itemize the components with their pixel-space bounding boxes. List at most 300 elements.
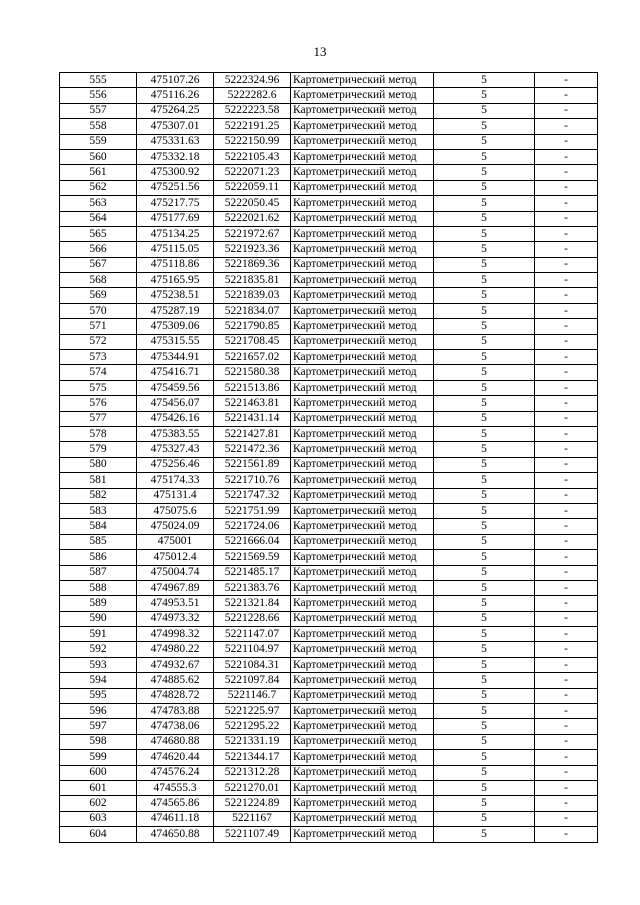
y-coordinate-cell: 5221972.67 — [214, 226, 291, 241]
method-cell: Картометрический метод — [291, 642, 434, 657]
accuracy-cell: 5 — [434, 473, 535, 488]
y-coordinate-cell: 5221104.97 — [214, 642, 291, 657]
method-cell: Картометрический метод — [291, 196, 434, 211]
x-coordinate-cell: 474783.88 — [137, 704, 214, 719]
accuracy-cell: 5 — [434, 165, 535, 180]
y-coordinate-cell: 5221427.81 — [214, 426, 291, 441]
method-cell: Картометрический метод — [291, 257, 434, 272]
table-row — [60, 519, 598, 534]
method-cell: Картометрический метод — [291, 565, 434, 580]
accuracy-cell: 5 — [434, 350, 535, 365]
accuracy-cell: 5 — [434, 273, 535, 288]
table-row — [60, 319, 598, 334]
table-row — [60, 134, 598, 149]
x-coordinate-cell: 474620.44 — [137, 750, 214, 765]
point-number-cell: 558 — [60, 119, 137, 134]
table-row — [60, 811, 598, 826]
description-cell: - — [535, 365, 598, 380]
table-row — [60, 503, 598, 518]
table-row — [60, 796, 598, 811]
method-cell: Картометрический метод — [291, 288, 434, 303]
x-coordinate-cell: 475134.25 — [137, 226, 214, 241]
point-number-cell: 565 — [60, 226, 137, 241]
accuracy-cell: 5 — [434, 442, 535, 457]
x-coordinate-cell: 475456.07 — [137, 396, 214, 411]
description-cell: - — [535, 273, 598, 288]
accuracy-cell: 5 — [434, 796, 535, 811]
y-coordinate-cell: 5221431.14 — [214, 411, 291, 426]
method-cell: Картометрический метод — [291, 811, 434, 826]
y-coordinate-cell: 5221569.59 — [214, 550, 291, 565]
x-coordinate-cell: 475115.05 — [137, 242, 214, 257]
description-cell: - — [535, 73, 598, 88]
method-cell: Картометрический метод — [291, 796, 434, 811]
accuracy-cell: 5 — [434, 334, 535, 349]
table-row — [60, 88, 598, 103]
accuracy-cell: 5 — [434, 534, 535, 549]
method-cell: Картометрический метод — [291, 73, 434, 88]
method-cell: Картометрический метод — [291, 88, 434, 103]
x-coordinate-cell: 475075.6 — [137, 503, 214, 518]
point-number-cell: 581 — [60, 473, 137, 488]
point-number-cell: 586 — [60, 550, 137, 565]
table-row — [60, 765, 598, 780]
x-coordinate-cell: 475256.46 — [137, 457, 214, 472]
method-cell: Картометрический метод — [291, 550, 434, 565]
point-number-cell: 591 — [60, 627, 137, 642]
accuracy-cell: 5 — [434, 827, 535, 842]
accuracy-cell: 5 — [434, 365, 535, 380]
y-coordinate-cell: 5221513.86 — [214, 380, 291, 395]
y-coordinate-cell: 5221107.49 — [214, 827, 291, 842]
accuracy-cell: 5 — [434, 303, 535, 318]
description-cell: - — [535, 580, 598, 595]
description-cell: - — [535, 196, 598, 211]
y-coordinate-cell: 5221225.97 — [214, 704, 291, 719]
description-cell: - — [535, 149, 598, 164]
y-coordinate-cell: 5221710.76 — [214, 473, 291, 488]
description-cell: - — [535, 334, 598, 349]
point-number-cell: 570 — [60, 303, 137, 318]
x-coordinate-cell: 475177.69 — [137, 211, 214, 226]
method-cell: Картометрический метод — [291, 580, 434, 595]
accuracy-cell: 5 — [434, 103, 535, 118]
x-coordinate-cell: 475251.56 — [137, 180, 214, 195]
accuracy-cell: 5 — [434, 765, 535, 780]
table-row — [60, 149, 598, 164]
y-coordinate-cell: 5222050.45 — [214, 196, 291, 211]
method-cell: Картометрический метод — [291, 688, 434, 703]
point-number-cell: 567 — [60, 257, 137, 272]
y-coordinate-cell: 5221463.81 — [214, 396, 291, 411]
x-coordinate-cell: 475327.43 — [137, 442, 214, 457]
x-coordinate-cell: 474980.22 — [137, 642, 214, 657]
y-coordinate-cell: 5221869.36 — [214, 257, 291, 272]
point-number-cell: 587 — [60, 565, 137, 580]
table-row — [60, 350, 598, 365]
y-coordinate-cell: 5221834.07 — [214, 303, 291, 318]
description-cell: - — [535, 811, 598, 826]
method-cell: Картометрический метод — [291, 657, 434, 672]
y-coordinate-cell: 5221321.84 — [214, 596, 291, 611]
y-coordinate-cell: 5221923.36 — [214, 242, 291, 257]
y-coordinate-cell: 5222071.23 — [214, 165, 291, 180]
x-coordinate-cell: 475118.86 — [137, 257, 214, 272]
description-cell: - — [535, 627, 598, 642]
x-coordinate-cell: 475024.09 — [137, 519, 214, 534]
table-row — [60, 396, 598, 411]
description-cell: - — [535, 411, 598, 426]
y-coordinate-cell: 5221835.81 — [214, 273, 291, 288]
method-cell: Картометрический метод — [291, 226, 434, 241]
table-row — [60, 627, 598, 642]
method-cell: Картометрический метод — [291, 457, 434, 472]
accuracy-cell: 5 — [434, 780, 535, 795]
x-coordinate-cell: 475116.26 — [137, 88, 214, 103]
method-cell: Картометрический метод — [291, 319, 434, 334]
accuracy-cell: 5 — [434, 119, 535, 134]
table-row — [60, 550, 598, 565]
x-coordinate-cell: 475459.56 — [137, 380, 214, 395]
y-coordinate-cell: 5221666.04 — [214, 534, 291, 549]
point-number-cell: 599 — [60, 750, 137, 765]
y-coordinate-cell: 5221167 — [214, 811, 291, 826]
coordinates-table — [59, 72, 598, 843]
method-cell: Картометрический метод — [291, 519, 434, 534]
accuracy-cell: 5 — [434, 550, 535, 565]
point-number-cell: 560 — [60, 149, 137, 164]
table-row — [60, 673, 598, 688]
y-coordinate-cell: 5221472.36 — [214, 442, 291, 457]
description-cell: - — [535, 457, 598, 472]
accuracy-cell: 5 — [434, 627, 535, 642]
x-coordinate-cell: 474565.86 — [137, 796, 214, 811]
x-coordinate-cell: 474611.18 — [137, 811, 214, 826]
point-number-cell: 600 — [60, 765, 137, 780]
accuracy-cell: 5 — [434, 180, 535, 195]
x-coordinate-cell: 475332.18 — [137, 149, 214, 164]
table-row — [60, 365, 598, 380]
y-coordinate-cell: 5222324.96 — [214, 73, 291, 88]
x-coordinate-cell: 475309.06 — [137, 319, 214, 334]
description-cell: - — [535, 488, 598, 503]
description-cell: - — [535, 503, 598, 518]
x-coordinate-cell: 475004.74 — [137, 565, 214, 580]
method-cell: Картометрический метод — [291, 149, 434, 164]
description-cell: - — [535, 242, 598, 257]
y-coordinate-cell: 5221561.89 — [214, 457, 291, 472]
x-coordinate-cell: 475238.51 — [137, 288, 214, 303]
y-coordinate-cell: 5222021.62 — [214, 211, 291, 226]
method-cell: Картометрический метод — [291, 627, 434, 642]
y-coordinate-cell: 5222223.58 — [214, 103, 291, 118]
point-number-cell: 564 — [60, 211, 137, 226]
description-cell: - — [535, 226, 598, 241]
y-coordinate-cell: 5221790.85 — [214, 319, 291, 334]
method-cell: Картометрический метод — [291, 734, 434, 749]
accuracy-cell: 5 — [434, 673, 535, 688]
point-number-cell: 582 — [60, 488, 137, 503]
method-cell: Картометрический метод — [291, 488, 434, 503]
point-number-cell: 579 — [60, 442, 137, 457]
x-coordinate-cell: 474953.51 — [137, 596, 214, 611]
x-coordinate-cell: 474932.67 — [137, 657, 214, 672]
description-cell: - — [535, 319, 598, 334]
y-coordinate-cell: 5221224.89 — [214, 796, 291, 811]
x-coordinate-cell: 475001 — [137, 534, 214, 549]
table-row — [60, 273, 598, 288]
point-number-cell: 590 — [60, 611, 137, 626]
y-coordinate-cell: 5221295.22 — [214, 719, 291, 734]
x-coordinate-cell: 475131.4 — [137, 488, 214, 503]
x-coordinate-cell: 474576.24 — [137, 765, 214, 780]
accuracy-cell: 5 — [434, 811, 535, 826]
table-row — [60, 457, 598, 472]
point-number-cell: 602 — [60, 796, 137, 811]
description-cell: - — [535, 765, 598, 780]
method-cell: Картометрический метод — [291, 827, 434, 842]
y-coordinate-cell: 5221657.02 — [214, 350, 291, 365]
description-cell: - — [535, 380, 598, 395]
description-cell: - — [535, 719, 598, 734]
method-cell: Картометрический метод — [291, 503, 434, 518]
table-row — [60, 780, 598, 795]
x-coordinate-cell: 474650.88 — [137, 827, 214, 842]
method-cell: Картометрический метод — [291, 119, 434, 134]
point-number-cell: 603 — [60, 811, 137, 826]
table-row — [60, 488, 598, 503]
point-number-cell: 585 — [60, 534, 137, 549]
point-number-cell: 576 — [60, 396, 137, 411]
description-cell: - — [535, 442, 598, 457]
accuracy-cell: 5 — [434, 426, 535, 441]
accuracy-cell: 5 — [434, 642, 535, 657]
y-coordinate-cell: 5222191.25 — [214, 119, 291, 134]
method-cell: Картометрический метод — [291, 165, 434, 180]
x-coordinate-cell: 474973.32 — [137, 611, 214, 626]
table-row — [60, 103, 598, 118]
description-cell: - — [535, 103, 598, 118]
point-number-cell: 601 — [60, 780, 137, 795]
point-number-cell: 566 — [60, 242, 137, 257]
accuracy-cell: 5 — [434, 211, 535, 226]
description-cell: - — [535, 211, 598, 226]
accuracy-cell: 5 — [434, 734, 535, 749]
point-number-cell: 556 — [60, 88, 137, 103]
method-cell: Картометрический метод — [291, 596, 434, 611]
accuracy-cell: 5 — [434, 488, 535, 503]
table-row — [60, 827, 598, 842]
accuracy-cell: 5 — [434, 288, 535, 303]
point-number-cell: 597 — [60, 719, 137, 734]
y-coordinate-cell: 5222105.43 — [214, 149, 291, 164]
description-cell: - — [535, 596, 598, 611]
y-coordinate-cell: 5222282.6 — [214, 88, 291, 103]
x-coordinate-cell: 474828.72 — [137, 688, 214, 703]
x-coordinate-cell: 474555.3 — [137, 780, 214, 795]
x-coordinate-cell: 475426.16 — [137, 411, 214, 426]
table-row — [60, 242, 598, 257]
point-number-cell: 604 — [60, 827, 137, 842]
description-cell: - — [535, 257, 598, 272]
table-row — [60, 534, 598, 549]
y-coordinate-cell: 5221312.28 — [214, 765, 291, 780]
method-cell: Картометрический метод — [291, 365, 434, 380]
accuracy-cell: 5 — [434, 704, 535, 719]
x-coordinate-cell: 475264.25 — [137, 103, 214, 118]
accuracy-cell: 5 — [434, 319, 535, 334]
y-coordinate-cell: 5221751.99 — [214, 503, 291, 518]
y-coordinate-cell: 5221084.31 — [214, 657, 291, 672]
x-coordinate-cell: 475383.55 — [137, 426, 214, 441]
table-row — [60, 473, 598, 488]
accuracy-cell: 5 — [434, 380, 535, 395]
y-coordinate-cell: 5221228.66 — [214, 611, 291, 626]
point-number-cell: 594 — [60, 673, 137, 688]
method-cell: Картометрический метод — [291, 780, 434, 795]
description-cell: - — [535, 704, 598, 719]
table-row — [60, 165, 598, 180]
y-coordinate-cell: 5221147.07 — [214, 627, 291, 642]
table-row — [60, 73, 598, 88]
point-number-cell: 595 — [60, 688, 137, 703]
x-coordinate-cell: 475344.91 — [137, 350, 214, 365]
table-row — [60, 380, 598, 395]
point-number-cell: 596 — [60, 704, 137, 719]
accuracy-cell: 5 — [434, 396, 535, 411]
table-row — [60, 196, 598, 211]
description-cell: - — [535, 780, 598, 795]
point-number-cell: 573 — [60, 350, 137, 365]
x-coordinate-cell: 474738.06 — [137, 719, 214, 734]
x-coordinate-cell: 475300.92 — [137, 165, 214, 180]
x-coordinate-cell: 475331.63 — [137, 134, 214, 149]
point-number-cell: 583 — [60, 503, 137, 518]
accuracy-cell: 5 — [434, 688, 535, 703]
description-cell: - — [535, 611, 598, 626]
accuracy-cell: 5 — [434, 134, 535, 149]
method-cell: Картометрический метод — [291, 442, 434, 457]
y-coordinate-cell: 5221839.03 — [214, 288, 291, 303]
method-cell: Картометрический метод — [291, 765, 434, 780]
point-number-cell: 559 — [60, 134, 137, 149]
table-row — [60, 719, 598, 734]
description-cell: - — [535, 165, 598, 180]
table-row — [60, 288, 598, 303]
table-row — [60, 750, 598, 765]
y-coordinate-cell: 5221485.17 — [214, 565, 291, 580]
y-coordinate-cell: 5222059.11 — [214, 180, 291, 195]
point-number-cell: 574 — [60, 365, 137, 380]
x-coordinate-cell: 475307.01 — [137, 119, 214, 134]
method-cell: Картометрический метод — [291, 611, 434, 626]
method-cell: Картометрический метод — [291, 411, 434, 426]
table-row — [60, 704, 598, 719]
method-cell: Картометрический метод — [291, 350, 434, 365]
point-number-cell: 577 — [60, 411, 137, 426]
accuracy-cell: 5 — [434, 457, 535, 472]
method-cell: Картометрический метод — [291, 334, 434, 349]
table-row — [60, 688, 598, 703]
y-coordinate-cell: 5221724.06 — [214, 519, 291, 534]
x-coordinate-cell: 475165.95 — [137, 273, 214, 288]
coordinates-table-body — [60, 73, 598, 843]
description-cell: - — [535, 750, 598, 765]
accuracy-cell: 5 — [434, 503, 535, 518]
accuracy-cell: 5 — [434, 719, 535, 734]
x-coordinate-cell: 474967.89 — [137, 580, 214, 595]
description-cell: - — [535, 796, 598, 811]
method-cell: Картометрический метод — [291, 673, 434, 688]
accuracy-cell: 5 — [434, 73, 535, 88]
description-cell: - — [535, 134, 598, 149]
description-cell: - — [535, 303, 598, 318]
y-coordinate-cell: 5221708.45 — [214, 334, 291, 349]
table-row — [60, 119, 598, 134]
table-row — [60, 596, 598, 611]
method-cell: Картометрический метод — [291, 704, 434, 719]
method-cell: Картометрический метод — [291, 303, 434, 318]
x-coordinate-cell: 474885.62 — [137, 673, 214, 688]
accuracy-cell: 5 — [434, 750, 535, 765]
x-coordinate-cell: 475287.19 — [137, 303, 214, 318]
description-cell: - — [535, 350, 598, 365]
method-cell: Картометрический метод — [291, 211, 434, 226]
point-number-cell: 571 — [60, 319, 137, 334]
accuracy-cell: 5 — [434, 257, 535, 272]
description-cell: - — [535, 119, 598, 134]
point-number-cell: 589 — [60, 596, 137, 611]
method-cell: Картометрический метод — [291, 134, 434, 149]
table-row — [60, 657, 598, 672]
accuracy-cell: 5 — [434, 519, 535, 534]
point-number-cell: 563 — [60, 196, 137, 211]
y-coordinate-cell: 5221097.84 — [214, 673, 291, 688]
method-cell: Картометрический метод — [291, 396, 434, 411]
point-number-cell: 561 — [60, 165, 137, 180]
method-cell: Картометрический метод — [291, 750, 434, 765]
method-cell: Картометрический метод — [291, 380, 434, 395]
point-number-cell: 562 — [60, 180, 137, 195]
point-number-cell: 568 — [60, 273, 137, 288]
table-row — [60, 580, 598, 595]
accuracy-cell: 5 — [434, 657, 535, 672]
description-cell: - — [535, 657, 598, 672]
description-cell: - — [535, 688, 598, 703]
y-coordinate-cell: 5221580.38 — [214, 365, 291, 380]
y-coordinate-cell: 5221146.7 — [214, 688, 291, 703]
x-coordinate-cell: 475217.75 — [137, 196, 214, 211]
point-number-cell: 557 — [60, 103, 137, 118]
point-number-cell: 593 — [60, 657, 137, 672]
point-number-cell: 592 — [60, 642, 137, 657]
table-row — [60, 442, 598, 457]
y-coordinate-cell: 5221331.19 — [214, 734, 291, 749]
table-row — [60, 565, 598, 580]
point-number-cell: 580 — [60, 457, 137, 472]
accuracy-cell: 5 — [434, 611, 535, 626]
x-coordinate-cell: 475416.71 — [137, 365, 214, 380]
accuracy-cell: 5 — [434, 565, 535, 580]
y-coordinate-cell: 5222150.99 — [214, 134, 291, 149]
accuracy-cell: 5 — [434, 88, 535, 103]
method-cell: Картометрический метод — [291, 103, 434, 118]
accuracy-cell: 5 — [434, 149, 535, 164]
x-coordinate-cell: 474680.88 — [137, 734, 214, 749]
y-coordinate-cell: 5221270.01 — [214, 780, 291, 795]
table-row — [60, 411, 598, 426]
method-cell: Картометрический метод — [291, 719, 434, 734]
